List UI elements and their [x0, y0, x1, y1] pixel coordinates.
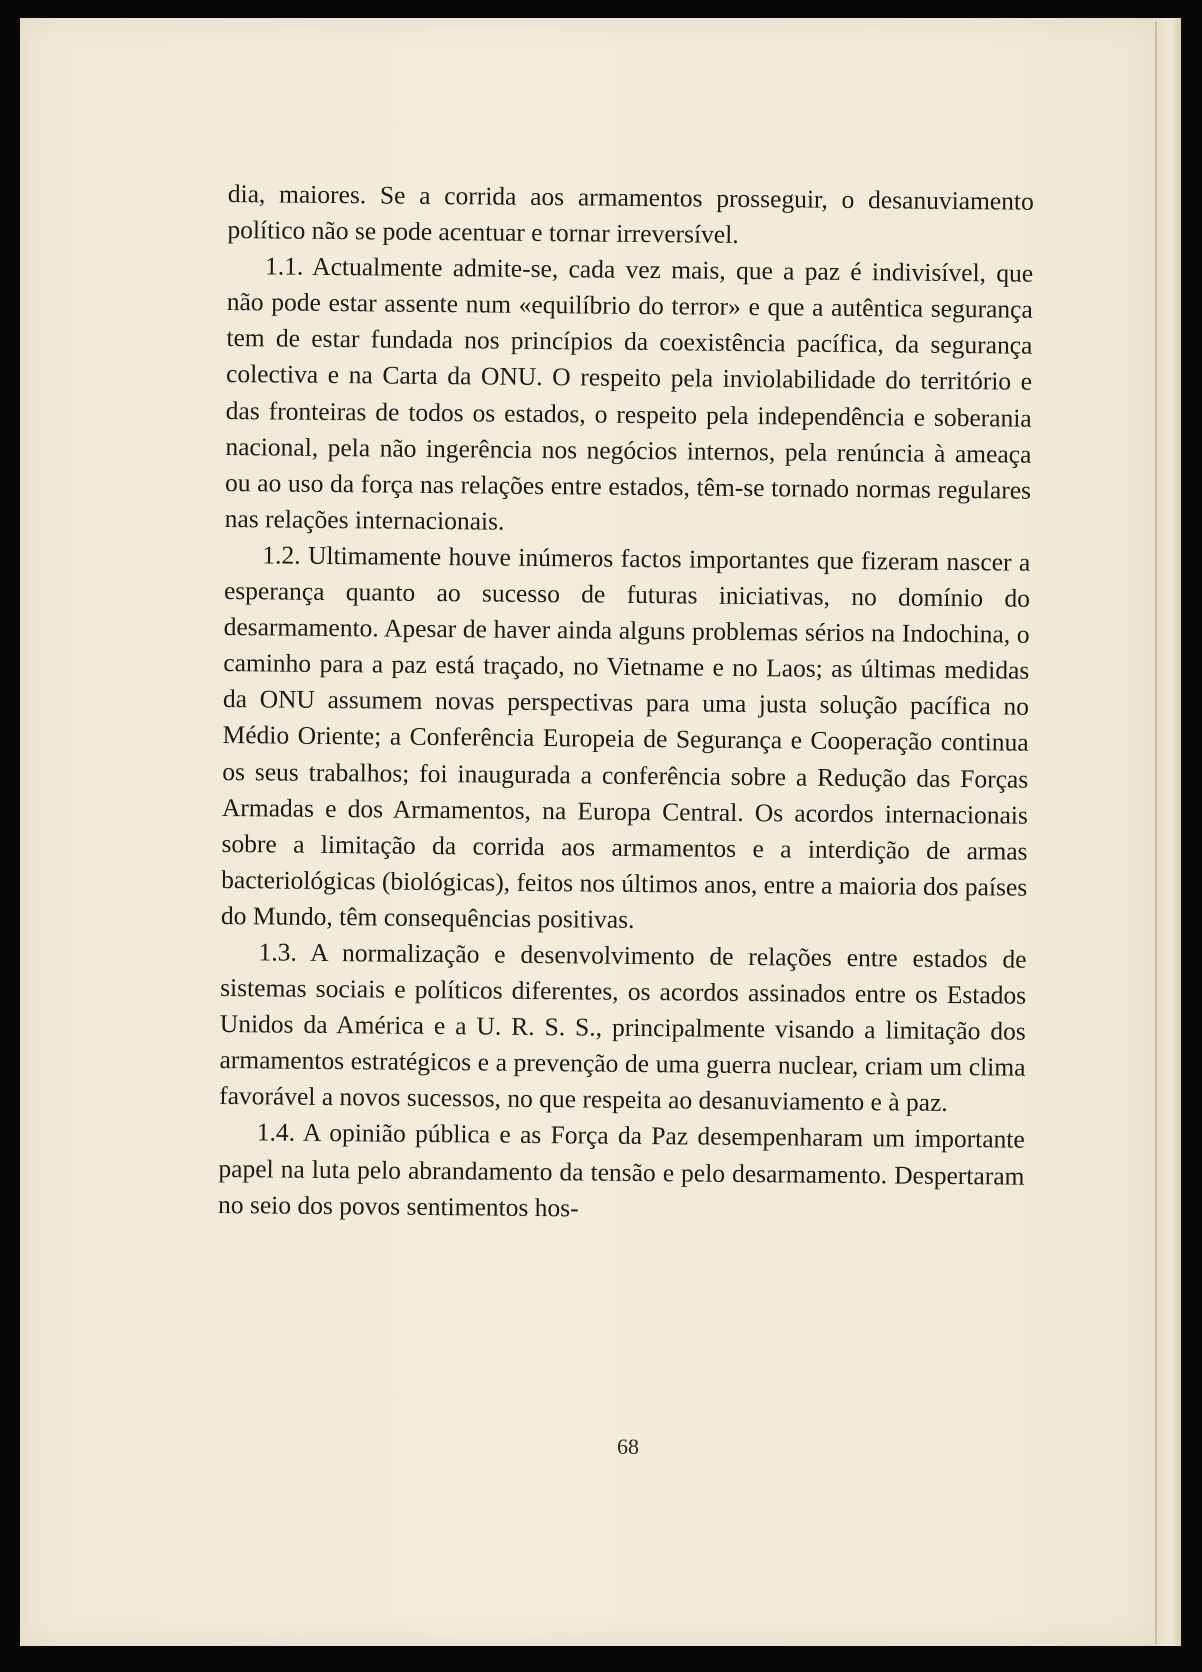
paragraph-1-3: 1.3. A normalização e desenvolvimento de relações entre estados de sistemas sociais e políticos diferentes, os acordos assinados entre os Estados Unidos da América e a U. R. S. S., principalmente visando a limitação dos armamentos estratégicos e a prevenção de uma guerra nuclear, criam um clima favorável a novos sucessos, no que respeita ao desanuviamento e à paz.	[219, 937, 1027, 1118]
paragraph-1-2: 1.2. Ultimamente houve inúmeros factos importantes que fizeram nascer a esperança quanto ao sucesso de futuras iniciativas, no domínio do desarmamento. Apesar de haver ainda alguns problemas sérios na Indochina, o caminho para a paz está traçado, no Vietname e no Laos; as últimas medidas da ONU assumem novas perspectivas para uma justa solução pacífica no Médio Oriente; a Conferência Europeia de Segurança e Cooperação continua os seus trabalhos; foi inaugurada a conferência sobre a Redução das Forças Armadas e dos Armamentos, na Europa Central. Os acordos internacionais sobre a limitação da corrida aos armamentos e a interdição de armas bacteriológicas (biológicas), feitos nos últimos anos, entre a maioria dos países do Mundo, têm consequências positivas.	[220, 540, 1031, 934]
paragraph-1-1: 1.1. Actualmente admite-se, cada vez mais, que a paz é indivisível, que não pode estar assente num «equilíbrio do terror» e que a autêntica segurança tem de estar fundada nos princípios da coexistência pacífica, da segurança colectiva e na Carta da ONU. O respeito pela inviolabilidade do território e das fronteiras de todos os estados, o respeito pela independência e soberania nacional, pela não ingerência nos negócios internos, pela renúncia à ameaça ou ao uso da força nas relações entre estados, têm-se tornado normas regulares nas relações internacionais.	[224, 251, 1034, 536]
next-page-edge	[1157, 18, 1181, 1646]
body-text	[218, 176, 1034, 1230]
page-number: 68	[617, 1434, 639, 1459]
paragraph-continuation: dia, maiores. Se a corrida aos armamentos prosseguir, o desanuviamento político não se pode acentuar e tornar irreversível.	[227, 178, 1034, 249]
paragraph-1-4: 1.4. A opinião pública e as Força da Paz desempenharam um importante papel na luta pelo abrandamento da tensão e pelo desarmamento. Despertaram no seio dos povos sentimentos hos-	[217, 1117, 1025, 1223]
